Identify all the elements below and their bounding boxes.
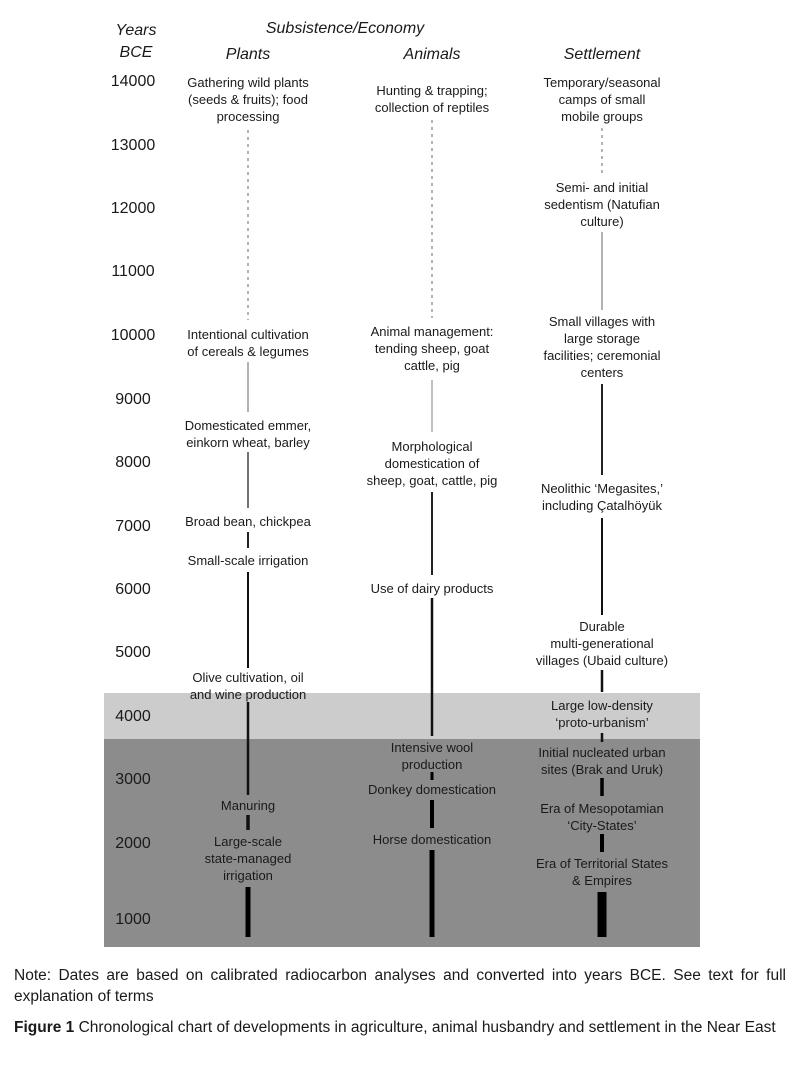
- year-label: 13000: [110, 137, 156, 154]
- animals-event: Animal management: tending sheep, goat cattle, pig: [370, 324, 494, 373]
- header-subsistence: Subsistence/Economy: [265, 20, 425, 37]
- header-settlement: Settlement: [563, 46, 641, 63]
- year-label: 14000: [110, 73, 156, 90]
- settlement-event: Era of Territorial States & Empires: [536, 856, 668, 888]
- figure-label: Figure 1: [14, 1019, 75, 1036]
- year-label: 4000: [115, 708, 151, 725]
- plants-event: Olive cultivation, oil and wine production: [189, 670, 307, 702]
- year-label: 8000: [115, 454, 151, 471]
- year-label: 12000: [110, 200, 156, 217]
- plants-event: Manuring: [220, 798, 276, 813]
- figure-caption: [14, 1017, 786, 1038]
- plants-event: Small-scale irrigation: [187, 553, 309, 568]
- animals-event: Use of dairy products: [370, 581, 494, 596]
- header-years: Years: [115, 22, 157, 39]
- plants-event: Gathering wild plants (seeds & fruits); food processing: [187, 75, 309, 124]
- settlement-event: Durable multi-generational villages (Ubaid culture): [535, 619, 669, 668]
- animals-event: Hunting & trapping; collection of reptiles: [374, 83, 490, 115]
- animals-event: Morphological domestication of sheep, goat, cattle, pig: [366, 439, 498, 488]
- year-label: 3000: [115, 771, 151, 788]
- animals-event: Intensive wool production: [390, 740, 474, 772]
- year-label: 1000: [115, 911, 151, 928]
- year-label: 5000: [115, 644, 151, 661]
- plants-event: Large-scale state-managed irrigation: [204, 834, 292, 883]
- year-label: 6000: [115, 581, 151, 598]
- year-label: 7000: [115, 518, 151, 535]
- chart-note: Note: Dates are based on calibrated radiocarbon analyses and converted into years BCE. See text for full explanation of terms: [14, 967, 786, 1005]
- settlement-event: Large low-density ‘proto-urbanism’: [551, 698, 653, 730]
- settlement-event: Neolithic ‘Megasites,’ including Çatalhöyük: [540, 481, 664, 513]
- animals-event: Donkey domestication: [368, 782, 496, 797]
- settlement-event: Era of Mesopotamian ‘City-States’: [540, 801, 664, 833]
- plants-event: Domesticated emmer, einkorn wheat, barley: [184, 418, 312, 450]
- year-label: 11000: [111, 263, 155, 280]
- year-label: 2000: [115, 835, 151, 852]
- animals-event: Horse domestication: [372, 832, 492, 847]
- settlement-event: Initial nucleated urban sites (Brak and Uruk): [538, 745, 666, 777]
- settlement-event: Semi- and initial sedentism (Natufian culture): [544, 180, 660, 229]
- plants-event: Broad bean, chickpea: [185, 514, 311, 529]
- figure-caption-text: Chronological chart of developments in agriculture, animal husbandry and settlement in the Near East: [74, 1019, 776, 1036]
- year-label: 10000: [110, 327, 156, 344]
- header-plants: Plants: [225, 46, 271, 63]
- header-bce: BCE: [119, 44, 153, 61]
- year-label: 9000: [115, 391, 151, 408]
- settlement-event: Temporary/seasonal camps of small mobile groups: [543, 75, 661, 124]
- header-animals: Animals: [403, 46, 461, 63]
- settlement-event: Small villages with large storage facilities; ceremonial centers: [543, 314, 661, 380]
- plants-event: Intentional cultivation of cereals & legumes: [187, 327, 309, 359]
